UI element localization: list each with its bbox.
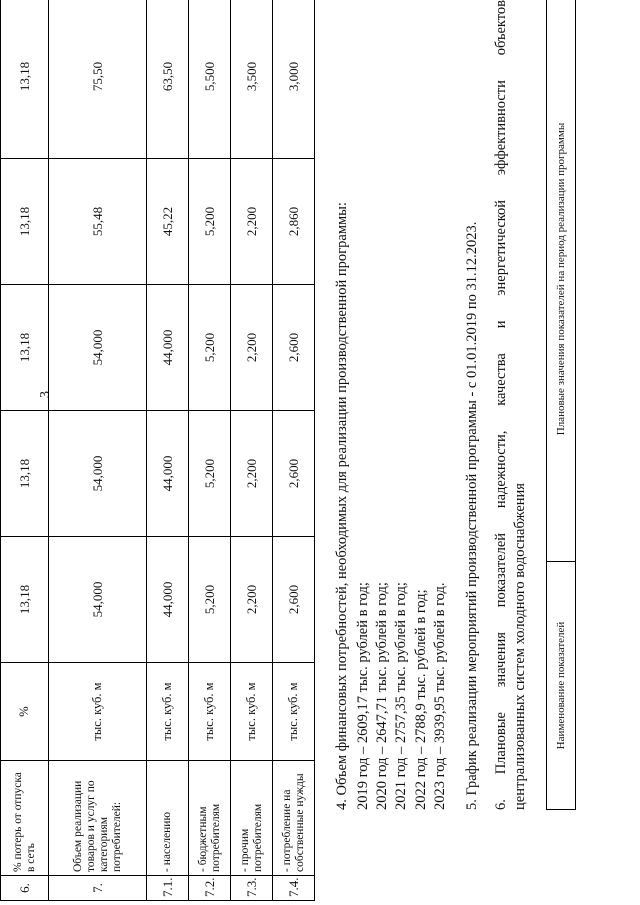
value-cell: 5,200 <box>189 159 231 285</box>
financial-needs-list <box>354 582 450 810</box>
value-cell: 13,18 <box>1 159 49 285</box>
value-cell: 2,860 <box>273 159 315 285</box>
value-cell: 2,200 <box>231 285 273 411</box>
table-row <box>273 0 315 901</box>
row-number: 7.3. <box>231 876 273 901</box>
value-cell: 3,500 <box>231 0 273 159</box>
value-cell: 13,18 <box>1 537 49 663</box>
value-cell: 2,200 <box>231 159 273 285</box>
list-item: 2021 год – 2757,35 тыс. рублей в год; <box>393 582 410 810</box>
row-unit: тыс. куб. м <box>273 663 315 761</box>
list-item: 2023 год – 3939,95 тыс. рублей в год. <box>431 582 448 810</box>
value-cell: 44,000 <box>147 537 189 663</box>
row-label: - населению <box>147 761 189 876</box>
row-unit: тыс. куб. м <box>49 663 147 761</box>
row-label: - прочим потребителям <box>231 761 273 876</box>
table-row <box>1 0 49 901</box>
table-row <box>231 0 273 901</box>
value-cell: 2,600 <box>273 411 315 537</box>
row-unit: тыс. куб. м <box>231 663 273 761</box>
row-unit: тыс. куб. м <box>189 663 231 761</box>
value-cell: 13,18 <box>1 0 49 159</box>
column-header: Наименование показателей <box>547 562 576 810</box>
value-cell: 5,500 <box>189 0 231 159</box>
value-cell: 13,18 <box>1 285 49 411</box>
table-header-row <box>547 0 576 810</box>
value-cell: 2,600 <box>273 537 315 663</box>
section-5-text: 5. График реализации мероприятий производственной программы - с 01.01.2019 по 31.12.2023. <box>464 221 480 810</box>
value-cell: 54,000 <box>49 285 147 411</box>
row-label: % потерь от отпуска в сеть <box>1 761 49 876</box>
row-label: - бюджетным потребителям <box>189 761 231 876</box>
indicators-table <box>0 0 315 901</box>
value-cell: 5,200 <box>189 411 231 537</box>
value-cell: 3,000 <box>273 0 315 159</box>
value-cell: 13,18 <box>1 411 49 537</box>
value-cell: 5,200 <box>189 537 231 663</box>
row-unit: % <box>1 663 49 761</box>
section-6-line-2: централизованных систем холодного водоснабжения <box>512 483 528 810</box>
table-row <box>189 0 231 901</box>
value-cell: 5,200 <box>189 285 231 411</box>
section-4-heading: 4. Объем финансовых потребностей, необходимых для реализации производственной программы: <box>334 202 350 810</box>
value-cell: 44,000 <box>147 285 189 411</box>
row-number: 7. <box>49 876 147 901</box>
list-item: 2019 год – 2609,17 тыс. рублей в год; <box>355 582 371 810</box>
value-cell: 63,50 <box>147 0 189 159</box>
row-label: - потребление на собственные нужды <box>273 761 315 876</box>
table-row <box>147 0 189 901</box>
row-number: 7.4. <box>273 876 315 901</box>
value-cell: 44,000 <box>147 411 189 537</box>
row-label: Объем реализации товаров и услуг по категориям потребителей: <box>49 761 147 876</box>
row-number: 6. <box>1 876 49 901</box>
list-item: 2022 год – 2788,9 тыс. рублей в год; <box>412 589 429 810</box>
row-number: 7.1. <box>147 876 189 901</box>
column-header: Плановые значения показателей на период реализации программы <box>547 0 576 562</box>
value-cell: 75,50 <box>49 0 147 159</box>
list-item: 2020 год – 2647,71 тыс. рублей в год; <box>374 582 391 810</box>
value-cell: 2,600 <box>273 285 315 411</box>
value-cell: 54,000 <box>49 411 147 537</box>
table-row <box>49 0 147 901</box>
value-cell: 45,22 <box>147 159 189 285</box>
row-unit: тыс. куб. м <box>147 663 189 761</box>
row-number: 7.2. <box>189 876 231 901</box>
value-cell: 2,200 <box>231 537 273 663</box>
value-cell: 2,200 <box>231 411 273 537</box>
value-cell: 54,000 <box>49 537 147 663</box>
value-cell: 55,48 <box>49 159 147 285</box>
page-number: 3 <box>38 391 53 398</box>
section-6-line-1: 6. Плановые значения показателей надежности, качества и энергетической эффективности объектов <box>493 0 509 810</box>
planned-indicators-table <box>546 0 576 810</box>
